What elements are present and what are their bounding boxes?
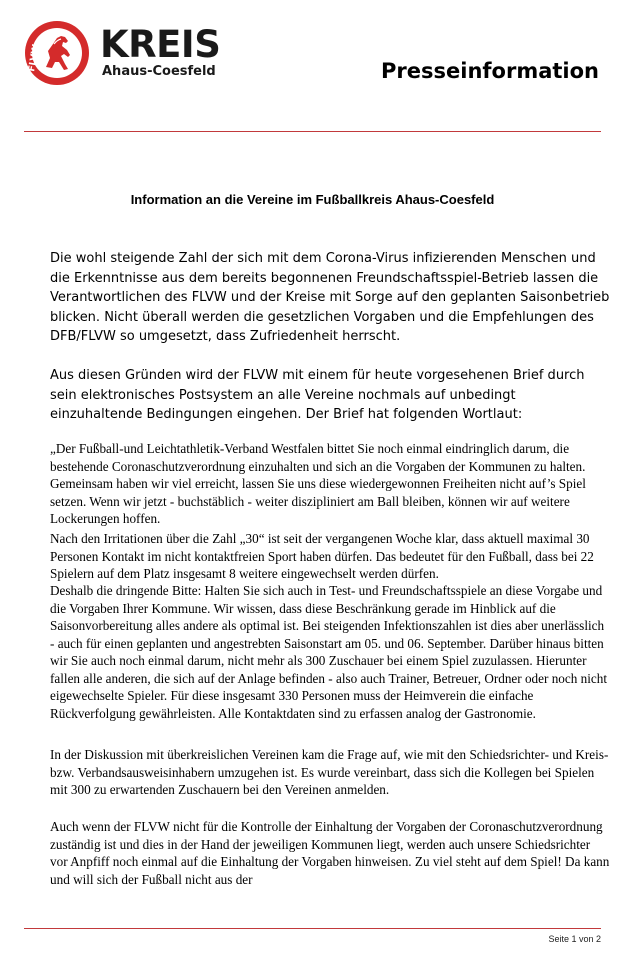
page-number: Seite 1 von 2 xyxy=(548,934,601,944)
letter-paragraph-5: Auch wenn der FLVW nicht für die Kontrolle der Einhaltung der Vorgaben der Coronaschutzverordnung zuständig ist und dies in der Hand der jeweiligen Kommunen liegt, werden auch unsere Schiedsrichter vor Anpfiff noch einmal auf die Einhaltung der Vorgaben hinweisen. Zu viel steht auf dem Spiel! Da kann und will sich der Fußball nicht aus der xyxy=(50,819,610,887)
logo-kreis-text: KREIS xyxy=(100,23,221,66)
letter-paragraph-4: In der Diskussion mit überkreislichen Vereinen kam die Frage auf, wie mit den Schiedsrichter- und Kreis- bzw. Verbandsausweisinhabern umzugehen ist. Es wurde vereinbart, dass sich die Kollegen bei Spielen mit 300 zu erwartenden Zuschauern bei den Vereinen anmelden. xyxy=(50,747,609,797)
intro-paragraph-1: Die wohl steigende Zahl der sich mit dem Corona-Virus infizierenden Menschen und die Erkenntnisse aus dem bereits begonnenen Freundschaftsspiel-Betrieb lassen die Verantwortlichen des FLVW und der Kreise mit Sorge auf den geplanten Saisonbetrieb blicken. Nicht überall werden die gesetzlichen Vorgaben und die Empfehlungen des DFB/FLVW so umgesetzt, dass Zufriedenheit herrscht. xyxy=(50,251,610,344)
intro-paragraph-2: Aus diesen Gründen wird der FLVW mit einem für heute vorgesehenen Brief durch sein elektronisches Postsystem an alle Vereine nochmals auf unbedingt einzuhaltende Bedingungen eingehen. Der Brief hat folgenden Wortlaut: xyxy=(50,368,585,422)
header-divider xyxy=(24,131,601,132)
letter-paragraph-3: Deshalb die dringende Bitte: Halten Sie sich auch in Test- und Freundschaftsspiele an diese Vorgabe und die Vorgaben Ihrer Kommune. Wir wissen, dass diese Beschränkung gerade im Hinblick auf die Saisonvorbereitung alles andere als optimal ist. Bei steigenden Infektionszahlen ist dies aber unerlässlich - auch für einen geplanten und angestrebten Saisonstart am 05. und 06. September. Darüber hinaus bitten wir Sie auch noch einmal darum, nicht mehr als 300 Zuschauer bei einem Spiel zuzulassen. Hierunter fallen alle anderen, die sich auf der Anlage befinden - also auch Trainer, Betreuer, Ordner oder noch nicht eigewechselte Spieler. Für diese insgesamt 330 Personen muss der Heimverein die einfache Rückverfolgung gewährleisten. Alle Kontaktdaten sind zu erfassen analog der Gastronomie. xyxy=(50,583,607,721)
document-type-title: Presseinformation xyxy=(381,59,599,83)
flvw-horse-badge-icon xyxy=(24,20,90,86)
letter-paragraph-2: Nach den Irritationen über die Zahl „30“ ist seit der vergangenen Woche klar, dass aktuell maximal 30 Personen Kontakt im nicht kontaktfreien Sport haben dürfen. Das bedeutet für den Fußball, dass bei 22 Spielern auf dem Platz insgesamt 8 weitere eingewechselt werden dürfen. xyxy=(50,531,594,581)
letter-paragraph-1: „Der Fußball-und Leichtathletik-Verband Westfalen bittet Sie noch einmal eindringlich darum, die bestehende Coronaschutzverordnung einzuhalten und sich an die Vorgaben der Kommunen zu halten. Gemeinsam haben wir viel erreicht, lassen Sie uns diese wiedergewonnen Freiheiten nicht auf’s Spiel setzen. Wenn wir jetzt - buchstäblich - weiter diszipliniert am Ball bleiben, können wir auf weitere Lockerungen hoffen. xyxy=(50,441,586,526)
flvw-kreis-logo xyxy=(24,20,224,88)
footer-divider xyxy=(24,928,601,929)
page-heading: Information an die Vereine im Fußballkreis Ahaus-Coesfeld xyxy=(130,192,495,207)
logo-badge-text: FLVW xyxy=(27,43,42,73)
logo-region-text: Ahaus-Coesfeld xyxy=(102,64,216,79)
